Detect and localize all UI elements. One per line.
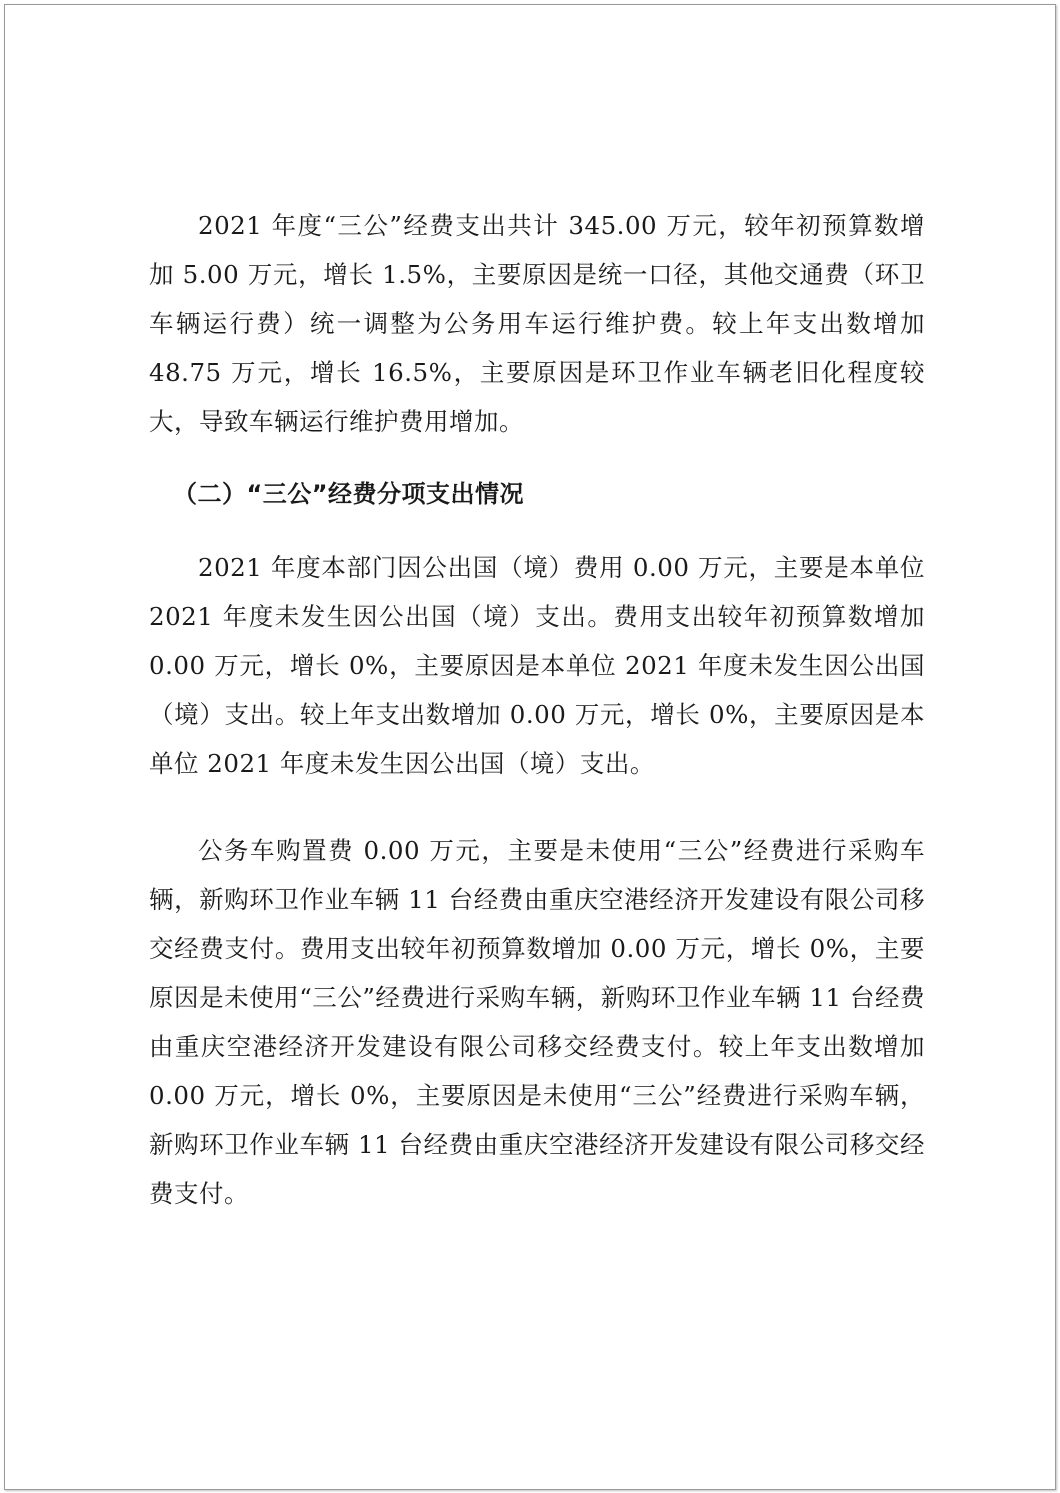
- document-page: [4, 4, 1056, 1490]
- spacer: [149, 519, 925, 543]
- section-heading-itemized-expenses: （二）“三公”经费分项支出情况: [173, 480, 525, 508]
- paragraph-vehicle-purchase: 公务车购置费 0.00 万元，主要是未使用“三公”经费进行采购车辆，新购环卫作业车辆 11 台经费由重庆空港经济开发建设有限公司移交经费支付。费用支出较年初预算数增加 0.00 万元，增长 0%，主要原因是未使用“三公”经费进行采购车辆，新购环卫作业车辆 11 台经费由重庆空港经济开发建设有限公司移交经费支付。较上年支出数增加 0.00 万元，增长 0%，主要原因是未使用“三公”经费进行采购车辆，新购环卫作业车辆 11 台经费由重庆空港经济开发建设有限公司移交经费支付。: [149, 836, 925, 1208]
- paragraph-three-public-total: 2021 年度“三公”经费支出共计 345.00 万元，较年初预算数增加 5.00 万元，增长 1.5%，主要原因是统一口径，其他交通费（环卫车辆运行费）统一调整为公务用车运行维护费。较上年支出数增加 48.75 万元，增长 16.5%，主要原因是环卫作业车辆老旧化程度较大，导致车辆运行维护费用增加。: [149, 211, 925, 436]
- document-body: [149, 201, 925, 1218]
- spacer: [149, 788, 925, 826]
- spacer: [149, 446, 925, 470]
- paragraph-overseas-travel: 2021 年度本部门因公出国（境）费用 0.00 万元，主要是本单位 2021 年度未发生因公出国（境）支出。费用支出较年初预算数增加 0.00 万元，增长 0%，主要原因是本单位 2021 年度未发生因公出国（境）支出。较上年支出数增加 0.00 万元，增长 0%，主要原因是本单位 2021 年度未发生因公出国（境）支出。: [149, 553, 925, 778]
